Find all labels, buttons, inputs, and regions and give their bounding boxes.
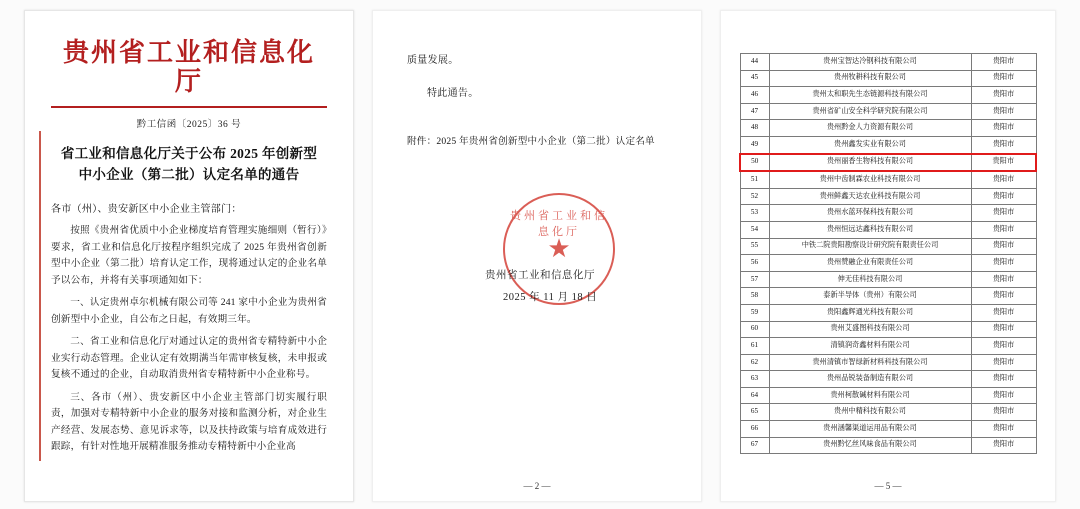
row-index: 58 <box>740 288 769 305</box>
table-row <box>740 87 1036 104</box>
company-city: 贵阳市 <box>971 321 1036 338</box>
table-row <box>740 255 1036 272</box>
row-index: 62 <box>740 354 769 371</box>
company-city: 贵阳市 <box>971 387 1036 404</box>
document-paragraph: 二、省工业和信息化厅对通过认定的贵州省专精特新中小企业实行动态管理。企业认定有效期满当年需审核复核，未申报或复核不通过的企业，自动取消贵州省专精特新中小企业称号。 <box>51 336 327 381</box>
document-salutation: 各市（州）、贵安新区中小企业主管部门： <box>51 204 242 216</box>
company-city: 贵阳市 <box>971 404 1036 421</box>
table-row <box>740 404 1036 421</box>
company-city: 贵阳市 <box>971 136 1036 153</box>
table-row <box>740 288 1036 305</box>
letterhead-divider <box>51 106 327 108</box>
company-city: 贵阳市 <box>971 103 1036 120</box>
row-index: 45 <box>740 70 769 87</box>
table-row <box>740 171 1036 188</box>
table-row <box>740 338 1036 355</box>
company-name: 泰新半导体（贵州）有限公司 <box>769 288 971 305</box>
company-name: 贵州赞融企业有限责任公司 <box>769 255 971 272</box>
table-row <box>740 154 1036 172</box>
company-name: 贵州水蓝环保科技有限公司 <box>769 205 971 222</box>
table-row <box>740 54 1036 71</box>
company-city: 贵阳市 <box>971 421 1036 438</box>
table-row <box>740 70 1036 87</box>
company-name: 贵州涵馨渠道运用品有限公司 <box>769 421 971 438</box>
table-row <box>740 103 1036 120</box>
company-city: 贵阳市 <box>971 87 1036 104</box>
company-city: 贵阳市 <box>971 221 1036 238</box>
row-index: 52 <box>740 188 769 205</box>
row-index: 50 <box>740 154 769 172</box>
company-city: 贵阳市 <box>971 354 1036 371</box>
row-index: 53 <box>740 205 769 222</box>
company-city: 贵阳市 <box>971 238 1036 255</box>
closing-text: 特此通告。 <box>427 88 479 99</box>
table-row <box>740 421 1036 438</box>
row-index: 66 <box>740 421 769 438</box>
company-name: 伸无佳科技有限公司 <box>769 271 971 288</box>
document-page-middle <box>372 10 702 502</box>
row-index: 49 <box>740 136 769 153</box>
company-roster-table <box>739 53 1037 454</box>
company-name: 中铁二院贵阳勘察设计研究院有限责任公司 <box>769 238 971 255</box>
company-name: 贵阳鑫辉通光科技有限公司 <box>769 304 971 321</box>
row-index: 48 <box>740 120 769 137</box>
company-city: 贵阳市 <box>971 154 1036 172</box>
table-row <box>740 271 1036 288</box>
company-city: 贵阳市 <box>971 255 1036 272</box>
company-name: 贵州中齿制霖农业科技有限公司 <box>769 171 971 188</box>
company-city: 贵阳市 <box>971 188 1036 205</box>
company-name: 贵州鑫发实业有限公司 <box>769 136 971 153</box>
row-index: 55 <box>740 238 769 255</box>
company-name: 贵州牧耕科技有限公司 <box>769 70 971 87</box>
page-number-middle: — 2 — <box>523 481 551 491</box>
document-page-left <box>24 10 354 502</box>
company-name: 贵州清镇市智绿新材料科技有限公司 <box>769 354 971 371</box>
table-row <box>740 387 1036 404</box>
table-row <box>740 221 1036 238</box>
row-index: 57 <box>740 271 769 288</box>
company-city: 贵阳市 <box>971 271 1036 288</box>
row-index: 46 <box>740 87 769 104</box>
company-name: 贵州艾盛图科技有限公司 <box>769 321 971 338</box>
row-index: 63 <box>740 371 769 388</box>
company-name: 贵州省矿山安全科学研究院有限公司 <box>769 103 971 120</box>
table-row <box>740 205 1036 222</box>
row-index: 54 <box>740 221 769 238</box>
signing-organization: 贵州省工业和信息化厅 <box>485 270 595 281</box>
signing-date: 2025 年 11 月 18 日 <box>503 292 598 303</box>
star-icon: ★ <box>547 234 571 263</box>
row-index: 47 <box>740 103 769 120</box>
company-name: 贵州中精科技有限公司 <box>769 404 971 421</box>
table-row <box>740 136 1036 153</box>
company-city: 贵阳市 <box>971 70 1036 87</box>
row-index: 51 <box>740 171 769 188</box>
company-city: 贵阳市 <box>971 288 1036 305</box>
company-name: 贵州恒远达鑫科技有限公司 <box>769 221 971 238</box>
row-index: 65 <box>740 404 769 421</box>
company-name: 贵州柯散碱材料有限公司 <box>769 387 971 404</box>
table-row <box>740 437 1036 454</box>
table-row <box>740 304 1036 321</box>
row-index: 67 <box>740 437 769 454</box>
company-name: 贵州品锐装备制造有限公司 <box>769 371 971 388</box>
company-city: 贵阳市 <box>971 304 1036 321</box>
signature-block <box>407 193 667 323</box>
company-city: 贵阳市 <box>971 205 1036 222</box>
document-title: 省工业和信息化厅关于公布 2025 年创新型中小企业（第二批）认定名单的通告 <box>60 146 318 183</box>
page-number-right: — 5 — <box>874 481 902 491</box>
document-paragraph: 按照《贵州省优质中小企业梯度培育管理实施细则（暂行）》要求，省工业和信息化厅按程序组织完成了 2025 年贵州省创新型中小企业（第二批）培育认定工作，现将通过认定的企业名单予以公布，并将有关事项通知如下： <box>51 225 327 286</box>
table-row <box>740 188 1036 205</box>
company-city: 贵阳市 <box>971 120 1036 137</box>
letterhead-title: 贵州省工业和信息化厅 <box>62 38 315 97</box>
table-row <box>740 354 1036 371</box>
row-index: 64 <box>740 387 769 404</box>
row-index: 60 <box>740 321 769 338</box>
document-paragraph: 一、认定贵州卓尔机械有限公司等 241 家中小企业为贵州省创新型中小企业，自公布之日起，有效期三年。 <box>51 297 327 325</box>
company-name: 贵州宝智达冷钢科技有限公司 <box>769 54 971 71</box>
row-index: 44 <box>740 54 769 71</box>
row-index: 59 <box>740 304 769 321</box>
document-paragraph: 三、各市（州）、贵安新区中小企业主管部门切实履行职责，加强对专精特新中小企业的服务对接和监测分析，对企业生产经营、发展态势、意见诉求等，以及扶持政策与培育成效进行跟踪，有针对性地开展精准服务推动专精特新中小企业高 <box>51 391 327 453</box>
company-name: 贵州黔金人力资源有限公司 <box>769 120 971 137</box>
row-index: 56 <box>740 255 769 272</box>
table-row <box>740 120 1036 137</box>
company-city: 贵阳市 <box>971 338 1036 355</box>
table-row <box>740 371 1036 388</box>
attachment-line: 附件：2025 年贵州省创新型中小企业（第二批）认定名单 <box>407 136 655 147</box>
company-name: 贵州鲜鑫天达农业科技有限公司 <box>769 188 971 205</box>
continuation-text: 质量发展。 <box>407 55 459 66</box>
table-row <box>740 238 1036 255</box>
company-city: 贵阳市 <box>971 437 1036 454</box>
table-row <box>740 321 1036 338</box>
company-name: 贵州黔忆丝风味食品有限公司 <box>769 437 971 454</box>
row-index: 61 <box>740 338 769 355</box>
company-city: 贵阳市 <box>971 371 1036 388</box>
company-city: 贵阳市 <box>971 54 1036 71</box>
red-margin-rule <box>39 131 41 461</box>
company-city: 贵阳市 <box>971 171 1036 188</box>
company-name: 清镇润奇鑫材料有限公司 <box>769 338 971 355</box>
company-name: 贵州太和职先生态链源科技有限公司 <box>769 87 971 104</box>
seal-text: 贵州省工业和信息化厅 <box>510 209 608 238</box>
company-name: 贵州丽香生物科技有限公司 <box>769 154 971 172</box>
document-number: 黔工信函〔2025〕36 号 <box>136 120 242 131</box>
document-page-right <box>720 10 1056 502</box>
